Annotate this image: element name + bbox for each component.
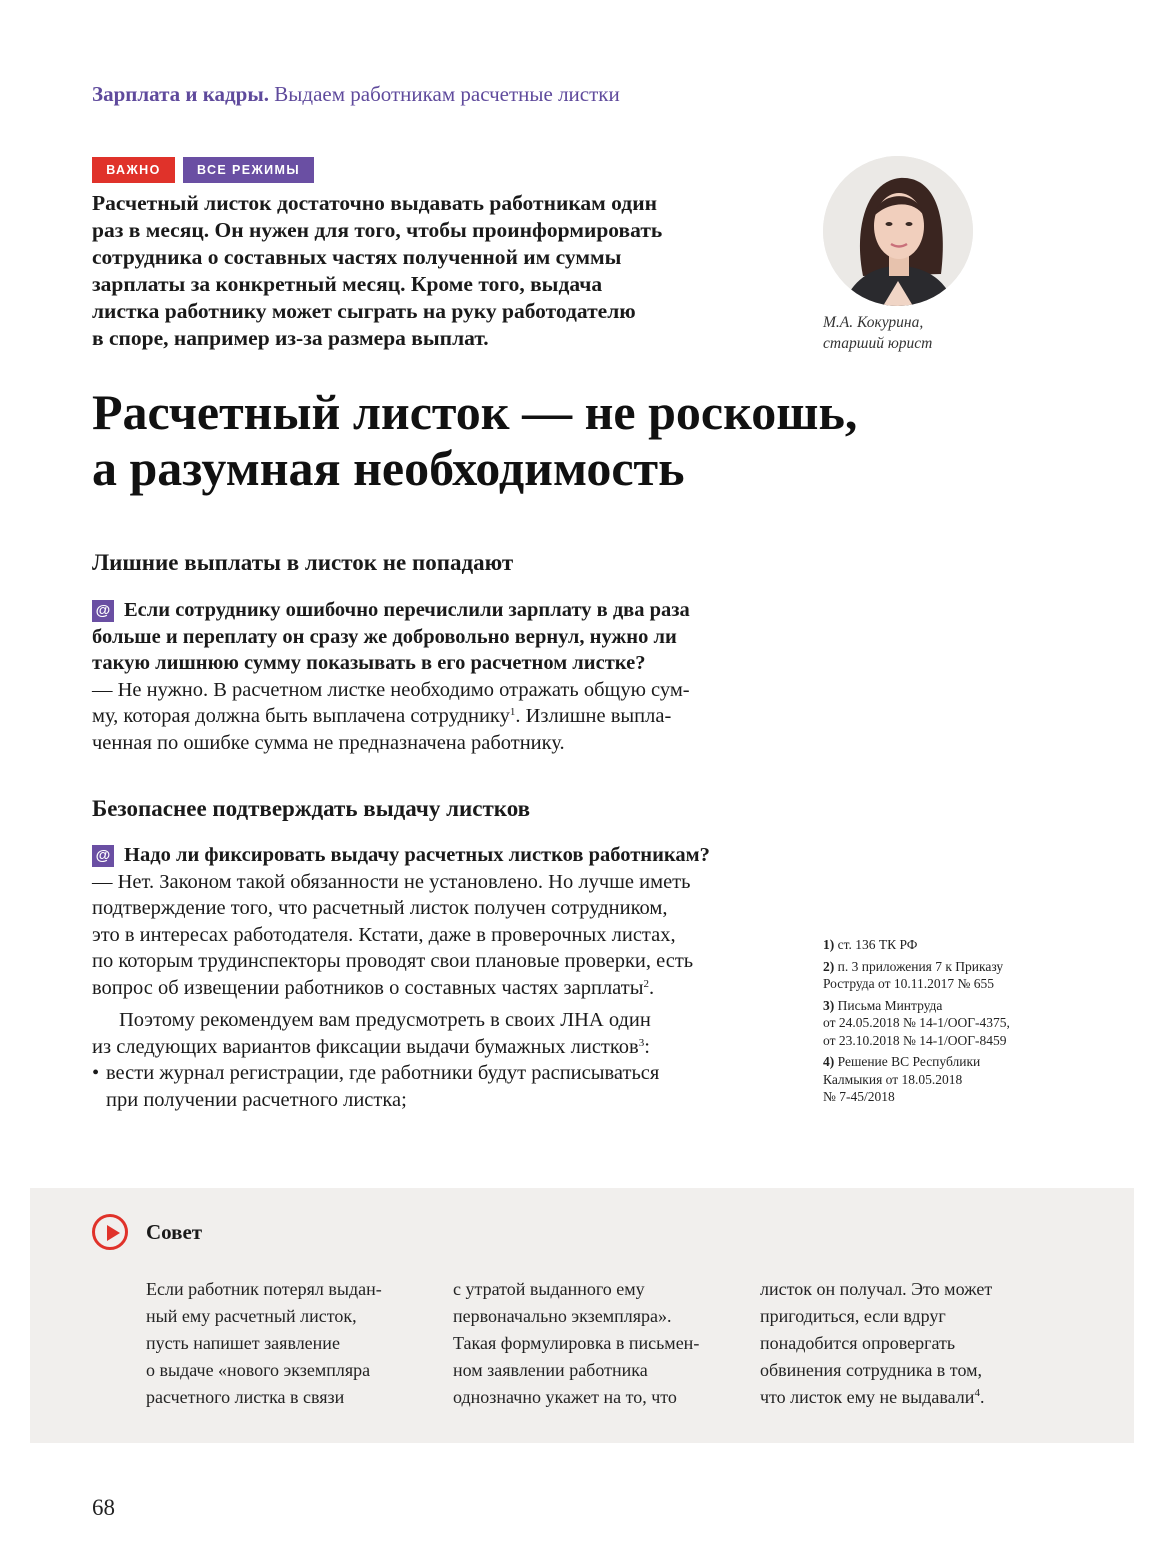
lead-line: раз в месяц. Он нужен для того, чтобы проинформировать [92, 218, 663, 242]
question-line: больше и переплату он сразу же добровольно вернул, нужно ли [92, 625, 677, 648]
section-heading-2: Безопаснее подтверждать выдачу листков [92, 796, 531, 821]
lead-line: сотрудника о составных частях полученной им суммы [92, 245, 622, 269]
page-number: 68 [92, 1495, 115, 1520]
author-portrait-icon [823, 156, 973, 306]
footnote-number: 3) [823, 997, 835, 1013]
footnote-number: 2) [823, 958, 835, 974]
answer-line: — Нет. Законом такой обязанности не установлено. Но лучше иметь [92, 870, 691, 893]
answer-line: по которым трудинспекторы проводят свои плановые проверки, есть [92, 950, 694, 972]
footnotes [823, 936, 1053, 1110]
question-line: @ Надо ли фиксировать выдачу расчетных листков работникам? [92, 842, 772, 869]
at-sign-icon: @ [92, 600, 114, 622]
footnote-ref: 3 [638, 1036, 645, 1049]
footnote-4: 4) Решение ВС Республики Калмыкия от 18.05.2018 № 7-45/2018 [823, 1054, 981, 1104]
title-line: Расчетный листок — не роскошь, [92, 384, 858, 440]
question-line: @ Если сотруднику ошибочно перечислили зарплату в два раза [92, 597, 772, 624]
author-photo [823, 156, 973, 306]
qa-block-2 [92, 842, 772, 1113]
advice-column-2: с утратой выданного ему первоначально экземпляра». Такая формулировка в письмен- ном заявлении работника однозначно укажет на то, что [453, 1279, 700, 1407]
bullet-line: • вести журнал регистрации, где работники будут расписываться [92, 1060, 772, 1087]
lead-line: зарплаты за конкретный месяц. Кроме того, выдача [92, 272, 603, 296]
section-rubric [92, 82, 620, 107]
bullet-mark: • [92, 1062, 100, 1084]
lead-paragraph [92, 190, 782, 352]
title-line: а разумная необходимость [92, 440, 685, 496]
lead-line: в споре, например из-за размера выплат. [92, 326, 489, 350]
tag-important: ВАЖНО [92, 157, 175, 183]
article-title [92, 384, 857, 496]
answer-line: — Не нужно. В расчетном листке необходимо отражать общую сум- [92, 678, 690, 701]
author-caption [823, 312, 932, 354]
qa-block-1 [92, 597, 772, 756]
section-heading-1: Лишние выплаты в листок не попадают [92, 550, 514, 575]
answer-line: вопрос об извещении работников о составных частях зарплаты$^2$. [92, 976, 655, 999]
answer-line: му, которая должна быть выплачена сотруднику$^1$. Излишне выпла- [92, 705, 672, 727]
footnote-ref: 1 [509, 706, 516, 718]
at-sign-icon: @ [92, 845, 114, 867]
rubric-category: Зарплата и кадры. [92, 82, 270, 106]
play-icon [92, 1214, 128, 1250]
author-role: старший юрист [823, 335, 933, 352]
footnote-3: 3) Письма Минтруда от 24.05.2018 № 14-1/ООГ-4375, от 23.10.2018 № 14-1/ООГ-8459 [823, 997, 1010, 1048]
answer-line: подтверждение того, что расчетный листок получен сотрудником, [92, 897, 668, 919]
paragraph-line: из следующих вариантов фиксации выдачи бумажных листков$^3$: [92, 1035, 650, 1058]
answer-line: это в интересах работодателя. Кстати, даже в проверочных листах, [92, 923, 676, 946]
footnote-number: 4) [823, 1054, 835, 1069]
answer-line: ченная по ошибке сумма не предназначена работнику. [92, 731, 565, 754]
bullet-line: при получении расчетного листка; [106, 1088, 407, 1111]
advice-title: Совет [146, 1220, 203, 1244]
rubric-topic: Выдаем работникам расчетные листки [274, 82, 620, 106]
lead-line: листка работнику может сыграть на руку работодателю [92, 299, 636, 323]
advice-column-3: листок он получал. Это может пригодиться, если вдруг понадобится опровергать обвинения сотрудника в том, что листок ему не выдавали$^4$. [760, 1279, 993, 1407]
footnote-ref: 2 [643, 977, 649, 990]
author-name: М.А. Кокурина, [823, 314, 924, 331]
footnote-1: 1) ст. 136 ТК РФ [823, 937, 918, 952]
footnote-2: 2) п. 3 приложения 7 к Приказу Роструда от 10.11.2017 № 655 [823, 958, 1004, 991]
advice-column-1: Если работник потерял выдан- ный ему расчетный листок, пусть напишет заявление о выдаче «нового экземпляра расчетного листка в связи [146, 1279, 382, 1407]
question-line: такую лишнюю сумму показывать в его расчетном листке? [92, 652, 646, 674]
tag-all-modes: ВСЕ РЕЖИМЫ [183, 157, 314, 183]
lead-line: Расчетный листок достаточно выдавать работникам один [92, 191, 657, 215]
footnote-number: 1) [823, 937, 835, 952]
footnote-ref: 4 [974, 1387, 980, 1399]
paragraph-line: Поэтому рекомендуем вам предусмотреть в своих ЛНА один [119, 1009, 651, 1031]
